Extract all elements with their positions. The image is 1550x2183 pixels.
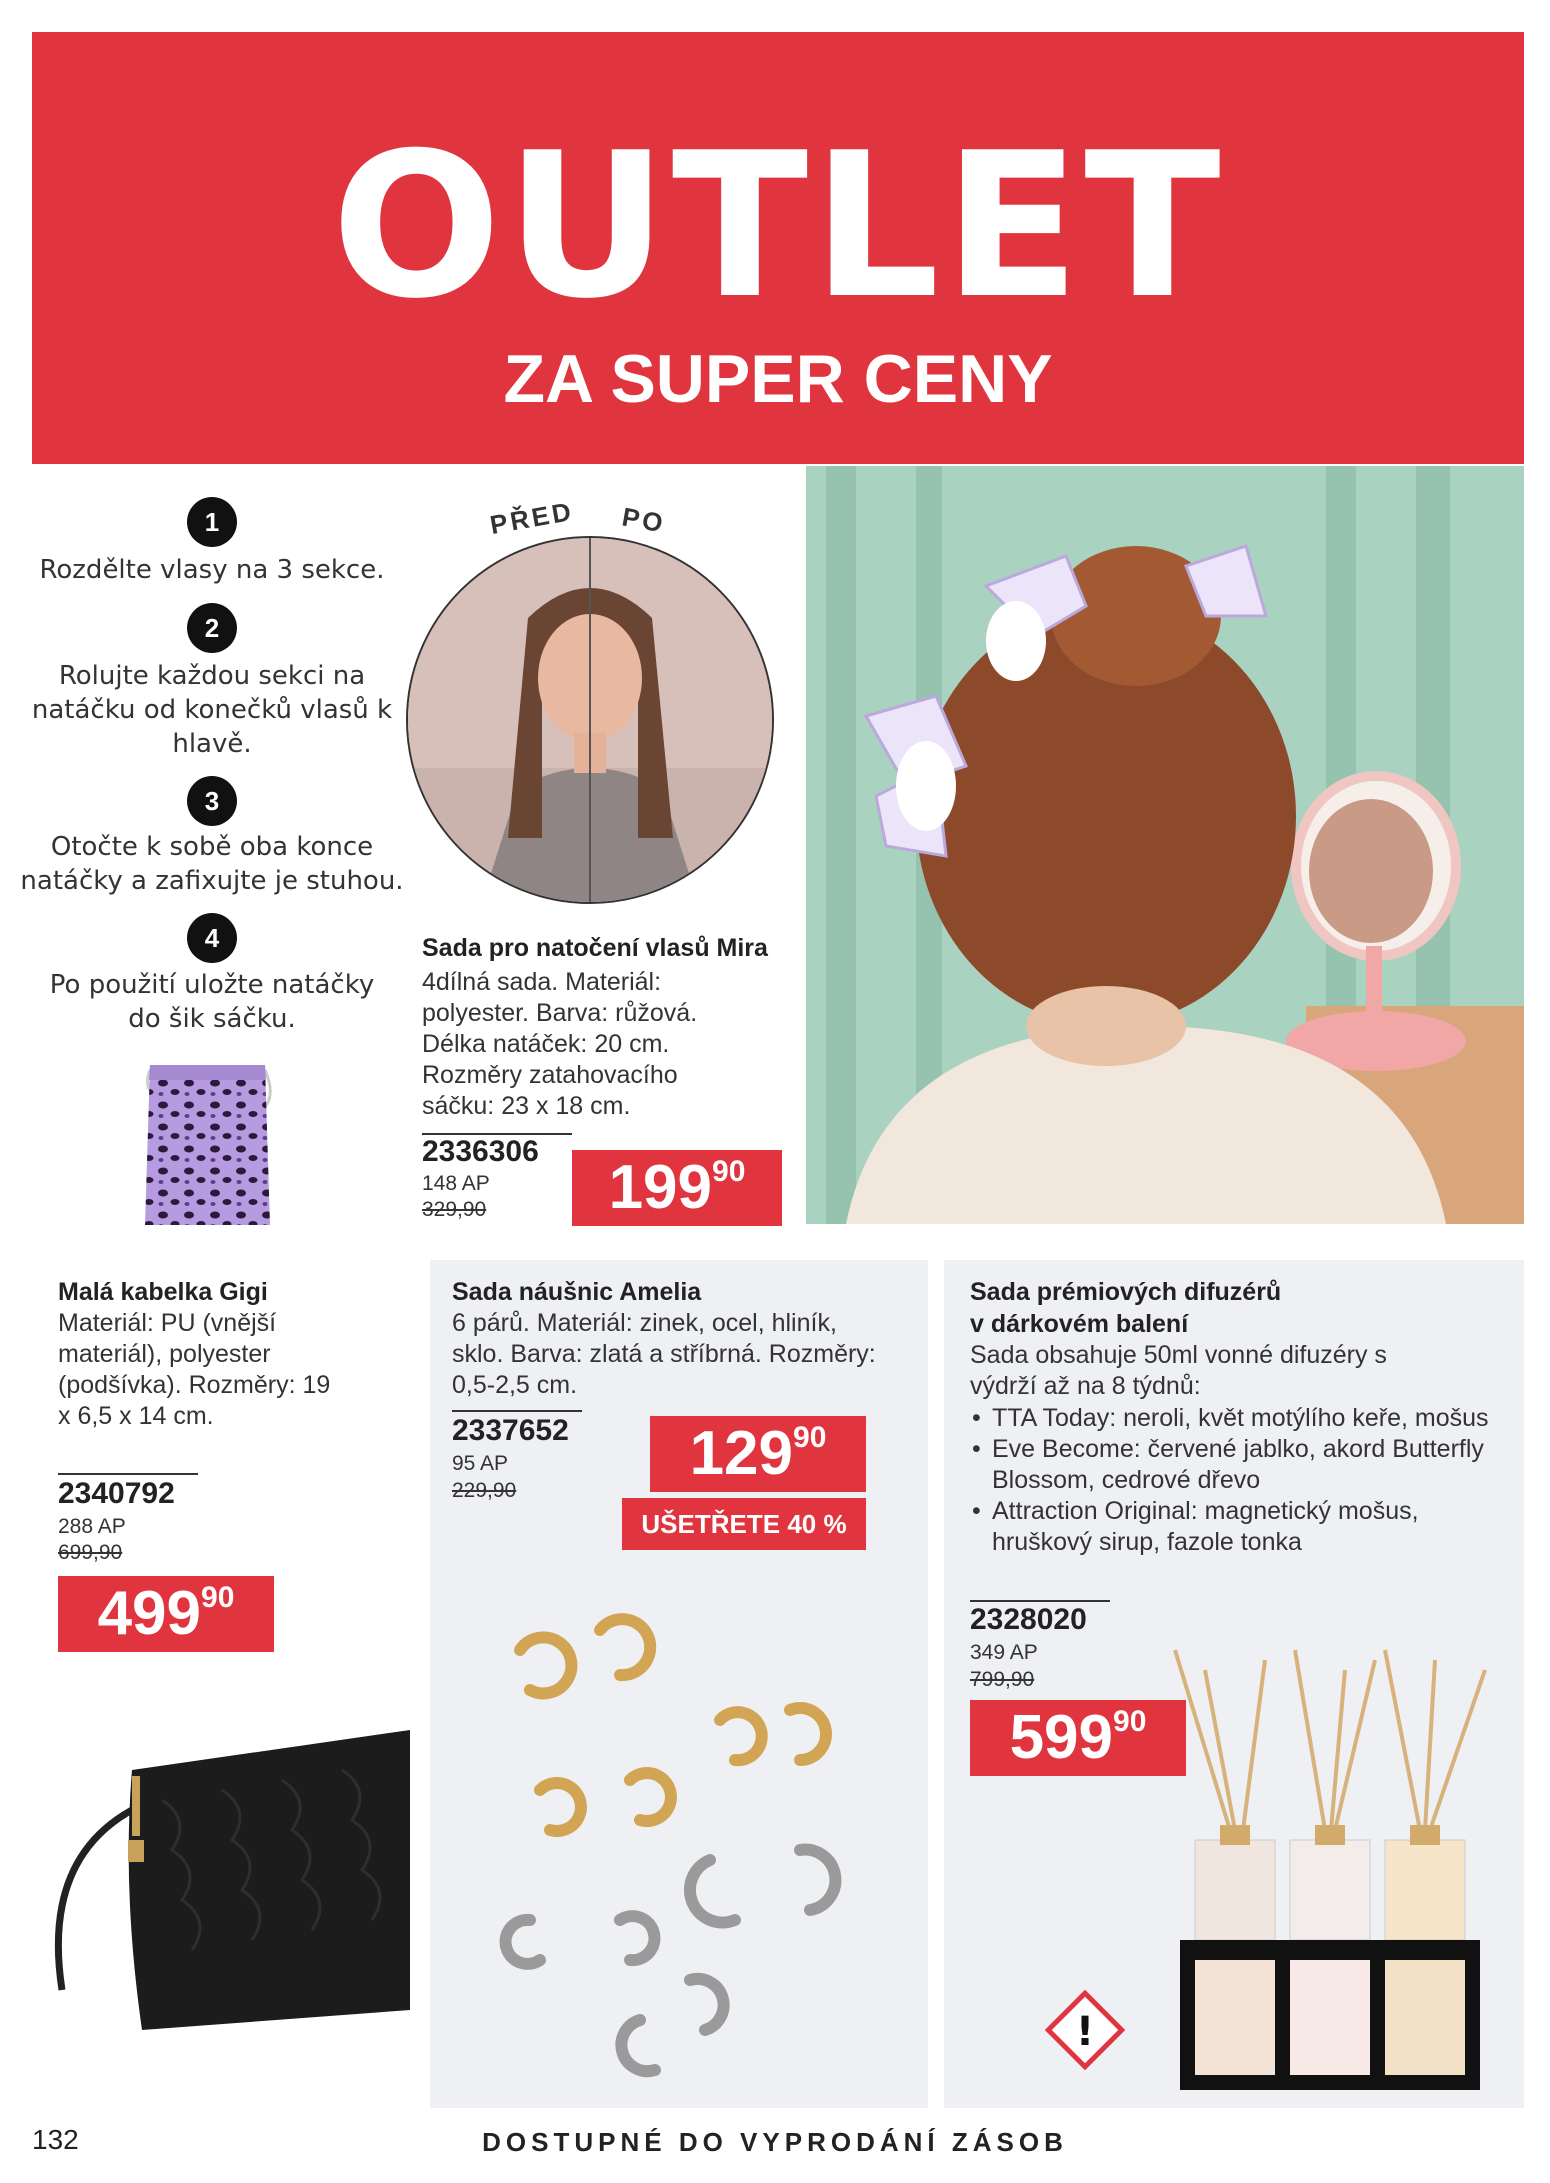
step-3-text: Otočte k sobě oba konce natáčky a zafixujte je stuhou. <box>20 832 404 896</box>
mira-code: 2336306 <box>422 1135 539 1168</box>
svg-text:!: ! <box>1075 2009 1095 2055</box>
diffuser-scent-2: • Eve Become: červené jablko, akord Butterfly Blossom, cedrové dřevo <box>970 1434 1490 1496</box>
diffuser-title-2: v dárkovém balení <box>970 1310 1189 1338</box>
diffuser-scent-1: • TTA Today: neroli, květ motýlího keře, mošus <box>970 1403 1490 1434</box>
amelia-price-decimal: 90 <box>793 1421 827 1454</box>
outlet-banner <box>32 32 1524 464</box>
diffuser-title-1: Sada prémiových difuzérů <box>970 1278 1282 1306</box>
step-2-text: Rolujte každou sekci na natáčku od konečků vlasů k hlavě. <box>31 661 393 759</box>
handbag-image <box>32 1690 410 2030</box>
gigi-price <box>58 1576 274 1652</box>
before-after-photo <box>406 536 774 904</box>
amelia-price <box>650 1416 866 1492</box>
mira-price-decimal: 90 <box>712 1155 746 1188</box>
gigi-description: Materiál: PU (vnější materiál), polyester (podšívka). Rozměry: 19 x 6,5 x 14 cm. <box>58 1309 331 1430</box>
banner-subtitle: ZA SUPER CENY <box>503 341 1053 417</box>
diffuser-price-main: 599 <box>1009 1703 1114 1772</box>
step-4-text: Po použití uložte natáčky do šik sáčku. <box>49 970 375 1034</box>
diffuser-code: 2328020 <box>970 1603 1087 1636</box>
after-label-text: PO <box>619 501 668 539</box>
amelia-price-main: 129 <box>689 1419 794 1488</box>
diffuser-scent-list <box>970 1403 1490 1558</box>
mira-title: Sada pro natočení vlasů Mira <box>422 934 768 962</box>
before-label-text: PŘED <box>487 495 576 540</box>
amelia-save-badge: UŠETŘETE 40 % <box>622 1498 866 1550</box>
gigi-price-decimal: 90 <box>201 1581 235 1614</box>
gigi-old-price: 699,90 <box>58 1541 123 1564</box>
amelia-old-price: 229,90 <box>452 1479 517 1502</box>
amelia-ap: 95 AP <box>452 1452 509 1475</box>
diffuser-ap: 349 AP <box>970 1641 1038 1664</box>
earrings-image <box>470 1590 890 2090</box>
mira-description: 4dílná sada. Materiál: polyester. Barva: růžová. Délka natáček: 20 cm. Rozměry zatahovacího sáčku: 23 x 18 cm. <box>422 968 698 1120</box>
availability-note: DOSTUPNÉ DO VYPRODÁNÍ ZÁSOB <box>482 2127 1068 2157</box>
diffuser-price-decimal: 90 <box>1113 1705 1147 1738</box>
amelia-description: 6 párů. Materiál: zinek, ocel, hliník, sklo. Barva: zlatá a stříbrná. Rozměry: 0,5-2,5 cm. <box>452 1309 876 1399</box>
step-2-badge: 2 <box>187 603 237 653</box>
banner-title: OUTLET <box>331 110 1225 343</box>
gigi-price-main: 499 <box>97 1579 202 1648</box>
step-4-badge: 4 <box>187 913 237 963</box>
mira-price <box>572 1150 782 1226</box>
amelia-title: Sada náušnic Amelia <box>452 1278 702 1306</box>
page-number: 132 <box>32 2124 79 2155</box>
mira-price-main: 199 <box>608 1153 713 1222</box>
diffuser-image <box>1135 1630 1515 2100</box>
gigi-ap: 288 AP <box>58 1515 126 1538</box>
step-1-badge: 1 <box>187 497 237 547</box>
diffuser-old-price: 799,90 <box>970 1668 1035 1691</box>
mira-ap: 148 AP <box>422 1172 490 1195</box>
pouch-image <box>130 1055 285 1230</box>
gigi-title: Malá kabelka Gigi <box>58 1278 268 1306</box>
mira-old-price: 329,90 <box>422 1198 487 1221</box>
amelia-code: 2337652 <box>452 1414 569 1447</box>
diffuser-description: Sada obsahuje 50ml vonné difuzéry s výdrží až na 8 týdnů: <box>970 1341 1387 1400</box>
diffuser-scent-3: • Attraction Original: magnetický mošus, hruškový sirup, fazole tonka <box>970 1496 1490 1558</box>
gigi-code: 2340792 <box>58 1477 175 1510</box>
hair-curlers-photo <box>806 466 1524 1224</box>
step-3-badge: 3 <box>187 776 237 826</box>
hazard-warning-icon <box>1045 1990 1125 2070</box>
step-1-text: Rozdělte vlasy na 3 sekce. <box>39 555 385 585</box>
